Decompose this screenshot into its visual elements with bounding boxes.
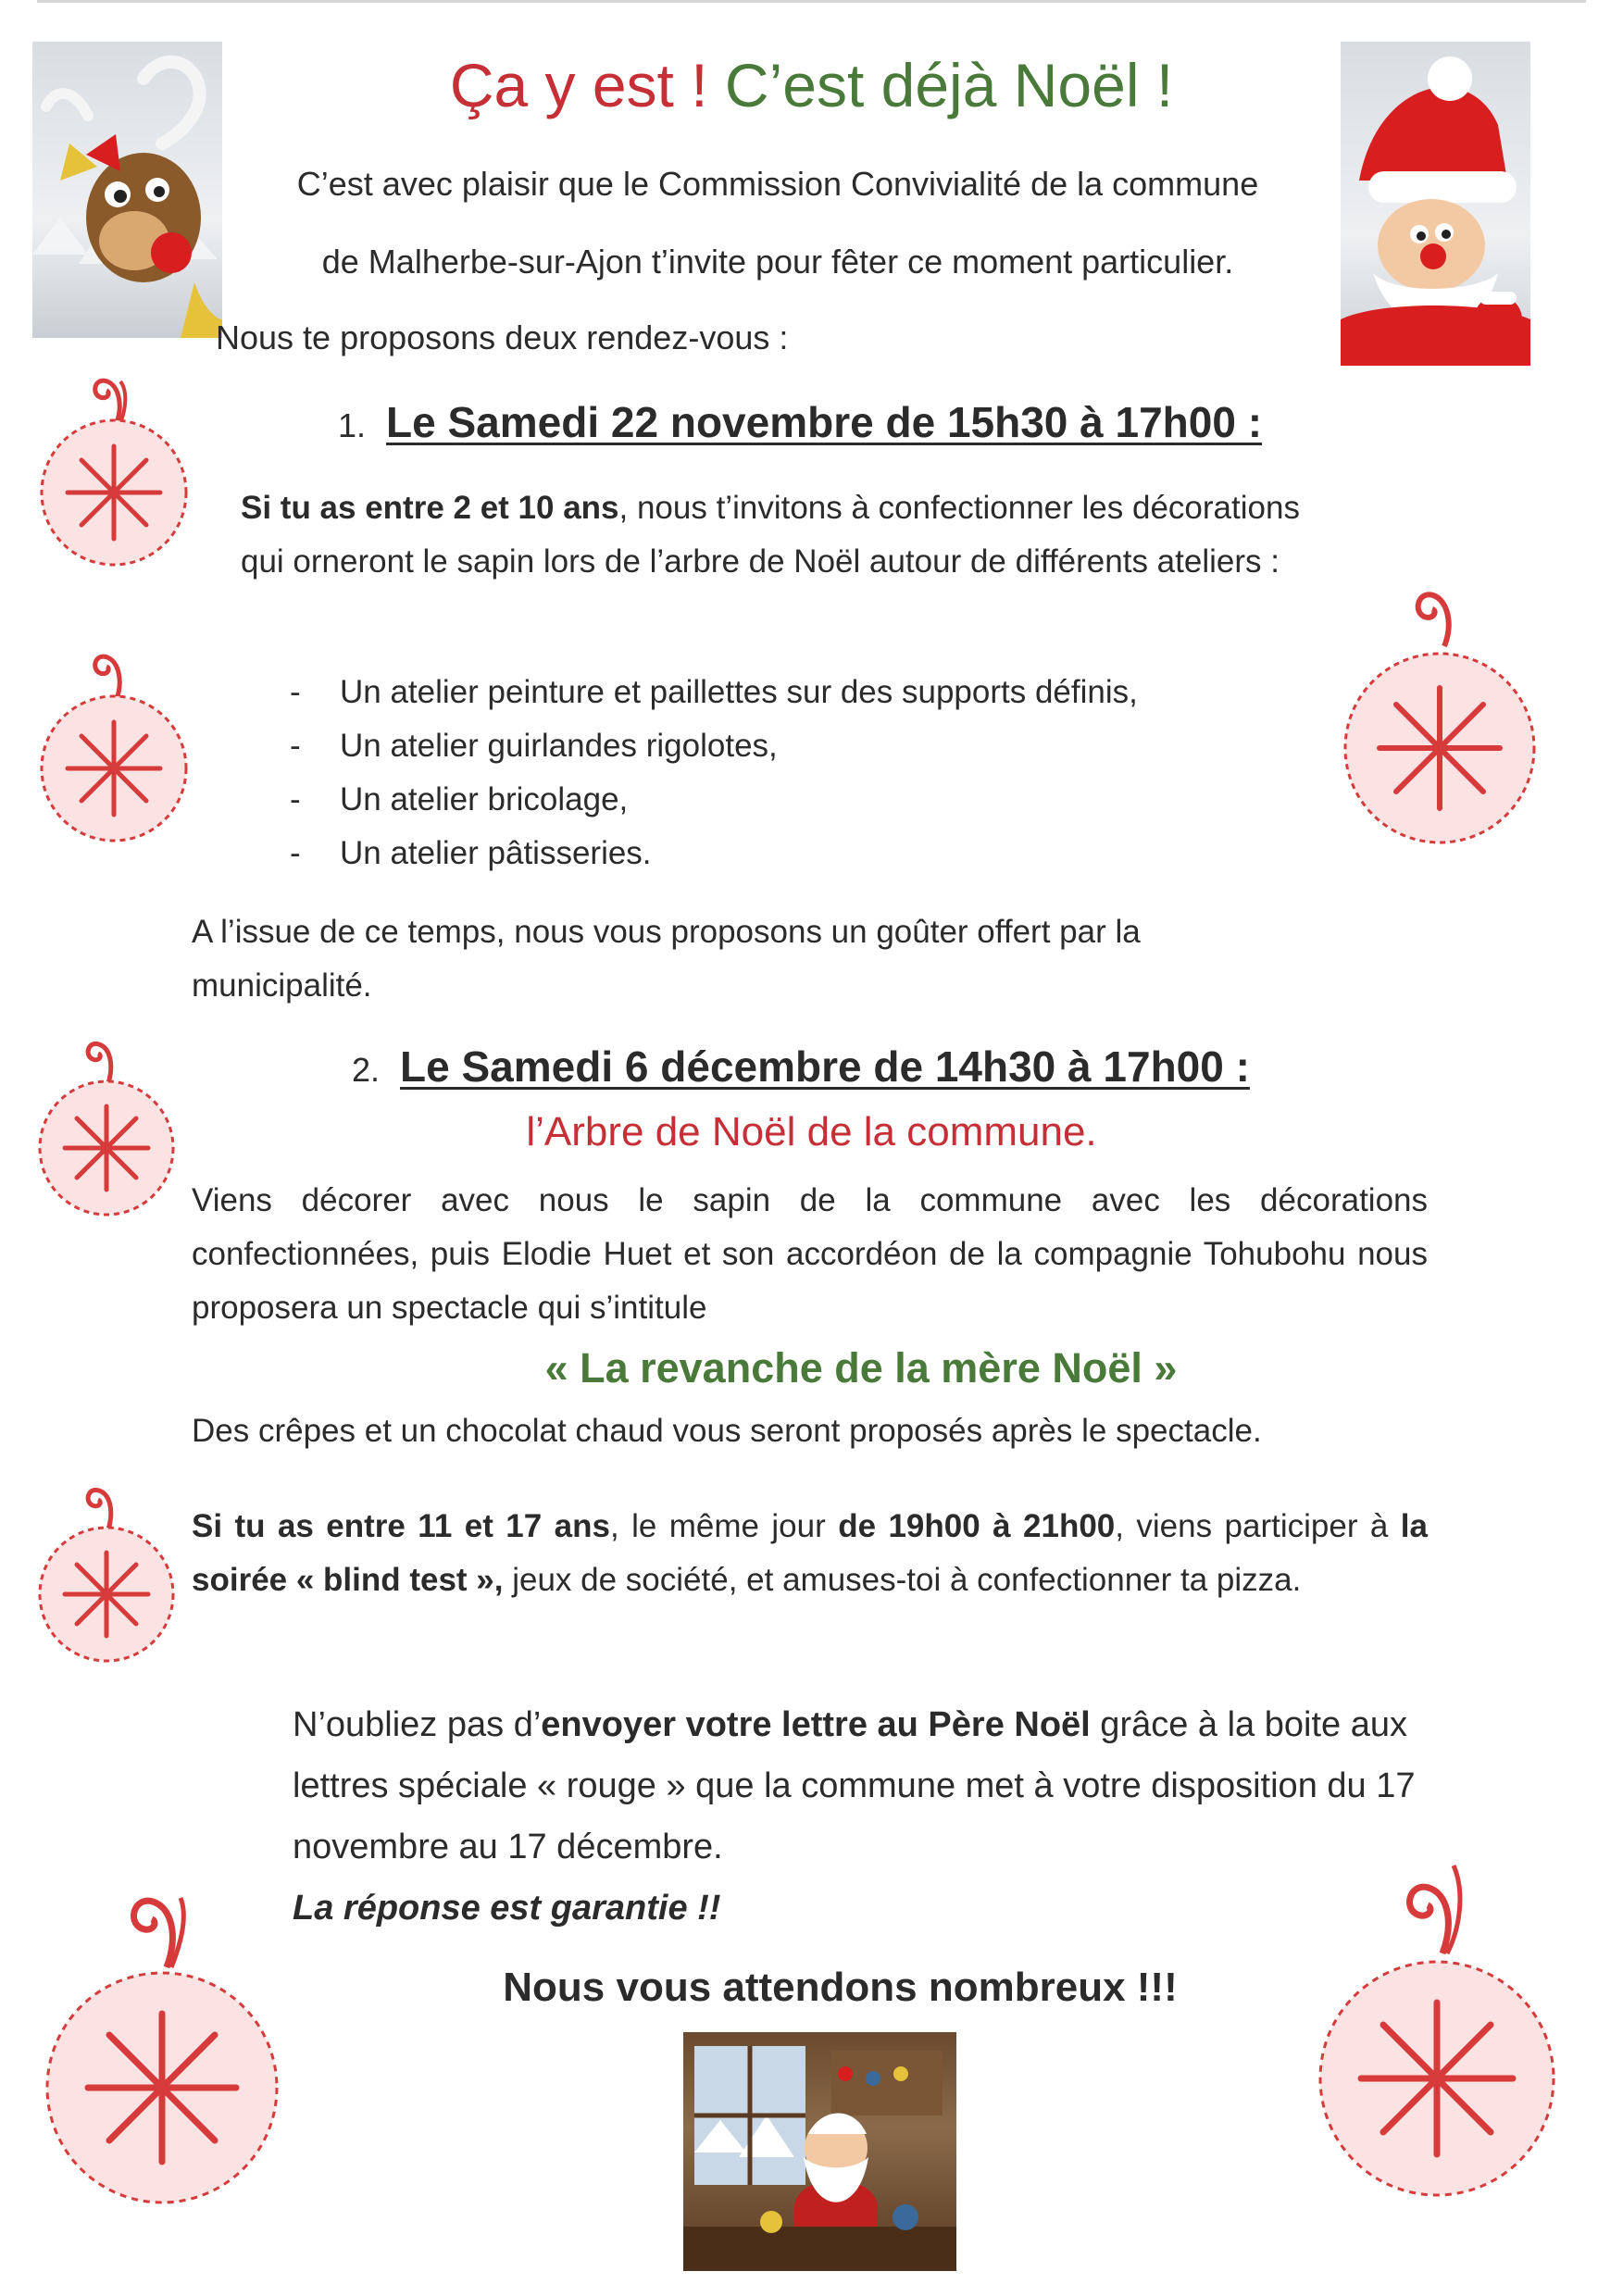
section-1-intro (241, 481, 1324, 589)
teens-blind-test: la soirée « blind test », (192, 1508, 1428, 1598)
section-1-number: 1. (338, 406, 367, 444)
letter-to-santa (293, 1694, 1459, 1939)
bauble-ornament-left-4 (32, 1446, 181, 1668)
letter-text-2: grâce à la boite aux lettres spéciale « rouge » que la commune met à votre disposition du 17 novembre au 17 décembre. (293, 1705, 1416, 1866)
bauble-ornament-left-1 (35, 335, 193, 571)
section-2-teens (192, 1500, 1428, 1607)
section-1-age-range: Si tu as entre 2 et 10 ans (241, 490, 619, 526)
section-2-heading (352, 1041, 1250, 1096)
intro-line-2: de Malherbe-sur-Ajon t’invite pour fêter ce moment particulier. (321, 243, 1234, 281)
letter-guarantee: La réponse est garantie !! (293, 1889, 721, 1928)
reindeer-illustration (32, 42, 222, 338)
section-2-heading-text: Le Samedi 6 décembre de 14h30 à 17h00 : (400, 1042, 1250, 1091)
list-item: - Un atelier guirlandes rigolotes, (290, 719, 1138, 773)
santa-workshop-painting (683, 2032, 956, 2271)
list-item: - Un atelier pâtisseries. (290, 827, 1138, 880)
section-1-intro-text: , nous t’invitons à confectionner les décorations qui orneront le sapin lors de l’arbre de Noël autour de différents ateliers : (241, 490, 1300, 580)
title-part-2: C’est déjà Noël ! (724, 51, 1174, 119)
section-2-subtitle: l’Arbre de Noël de la commune. (526, 1109, 1097, 1154)
title-part-1: Ça y est ! (449, 51, 708, 119)
bauble-ornament-left-2 (35, 611, 193, 847)
section-2-crepes: Des crêpes et un chocolat chaud vous seront proposés après le spectacle. (192, 1413, 1262, 1449)
list-item: - Un atelier bricolage, (290, 773, 1138, 827)
teens-age-range: Si tu as entre 11 et 17 ans (192, 1508, 610, 1544)
section-1-snack-text: A l’issue de ce temps, nous vous proposons un goûter offert par la municipalité. (192, 914, 1141, 1004)
letter-bold: envoyer votre lettre au Père Noël (541, 1705, 1091, 1744)
section-2-body: Viens décorer avec nous le sapin de la commune avec les décorations confectionnées, puis Elodie Huet et son accordéon de la compagnie Tohubohu nous proposera un spectacle qui s’intitule (192, 1182, 1428, 1326)
closing-message: Nous vous attendons nombreux !!! (503, 1965, 1178, 2010)
workshop-list (290, 666, 1138, 880)
teens-time: de 19h00 à 21h00 (838, 1508, 1116, 1544)
intro-line-3: Nous te proposons deux rendez-vous : (216, 318, 789, 356)
bauble-ornament-right-1 (1341, 544, 1540, 850)
bauble-ornament-bottom-left (42, 1842, 282, 2208)
section-1-heading-text: Le Samedi 22 novembre de 15h30 à 17h00 : (386, 398, 1263, 446)
teens-text-2: , viens participer à (1115, 1508, 1401, 1544)
teens-text-3: jeux de société, et amuses-toi à confectionner ta pizza. (503, 1562, 1302, 1598)
teens-text-1: , le même jour (609, 1508, 839, 1544)
section-2-number: 2. (352, 1051, 381, 1089)
santa-claus-illustration (1341, 42, 1530, 366)
section-1-heading (338, 396, 1262, 452)
list-item: - Un atelier peinture et paillettes sur des supports définis, (290, 666, 1138, 719)
show-title: « La revanche de la mère Noël » (544, 1344, 1178, 1391)
intro-line-1: C’est avec plaisir que le Commission Convivialité de la commune (296, 165, 1259, 203)
page-top-border (37, 0, 1586, 3)
letter-text-1: N’oubliez pas d’ (293, 1705, 542, 1744)
